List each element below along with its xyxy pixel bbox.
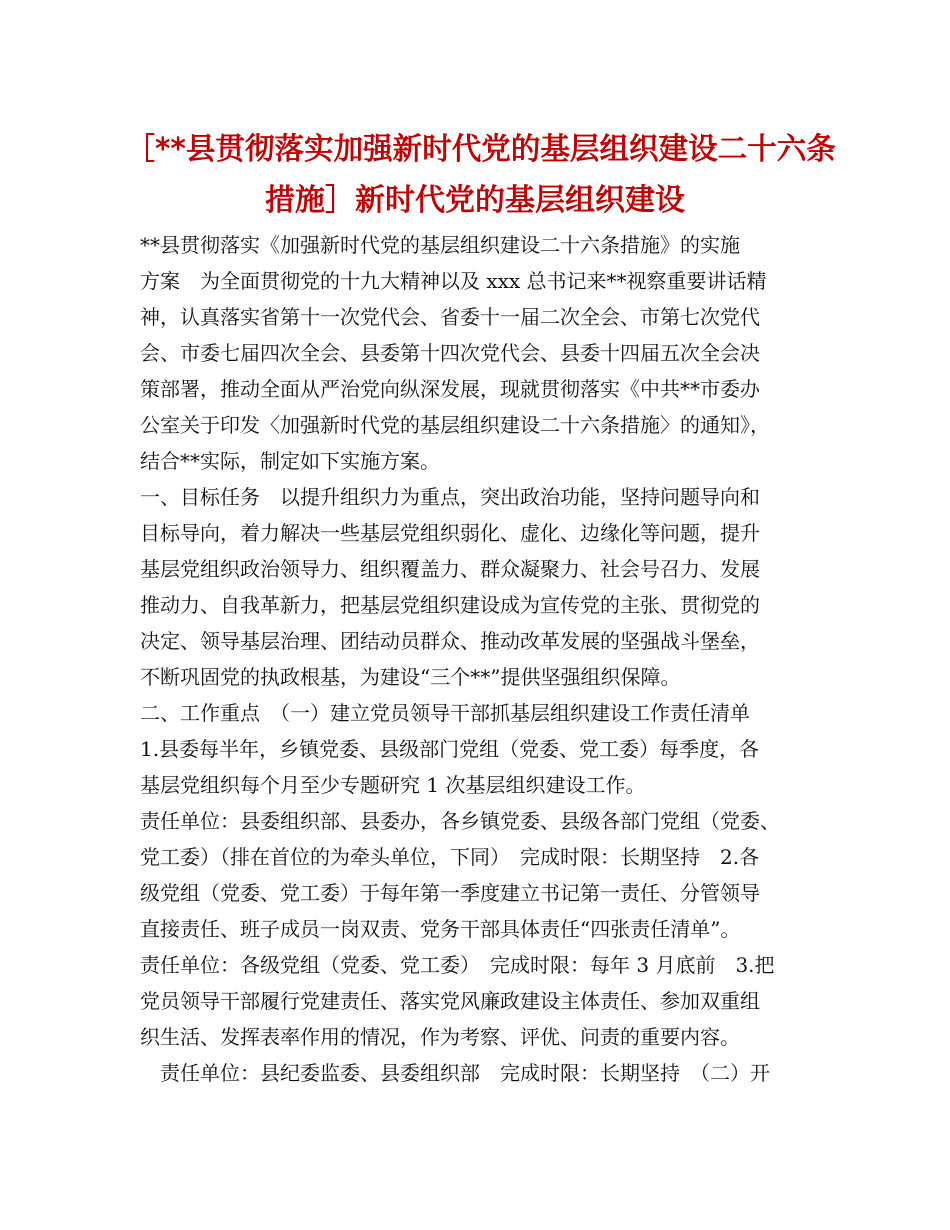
body-line: 不断巩固党的执政根基，为建设“三个**”提供坚强组织保障。 (140, 665, 681, 689)
body-line: 公室关于印发〈加强新时代党的基层组织建设二十六条措施〉的通知》， (140, 413, 770, 437)
body-line: 党员领导干部履行党建责任、落实党风廉政建设主体责任、参加双重组 (140, 989, 760, 1013)
document-title-line-1: ［**县贯彻落实加强新时代党的基层组织建设二十六条 (125, 132, 836, 167)
body-line: 基层党组织政治领导力、组织覆盖力、群众凝聚力、社会号召力、发展 (140, 557, 760, 581)
body-line: 策部署，推动全面从严治党向纵深发展，现就贯彻落实《中共**市委办 (140, 377, 760, 401)
body-line: 级党组（党委、党工委）于每年第一季度建立书记第一责任、分管领导 (140, 881, 760, 905)
document-title-line-2: 措施］新时代党的基层组织建设 (265, 183, 685, 218)
body-line: 直接责任、班子成员一岗双责、党务干部具体责任“四张责任清单”。 (140, 917, 741, 941)
body-line: 基层党组织每个月至少专题研究 1 次基层组织建设工作。 (140, 773, 646, 797)
body-line: 一、目标任务 以提升组织力为重点，突出政治功能，坚持问题导向和 (140, 485, 760, 509)
body-line: 推动力、自我革新力，把基层党组织建设成为宣传党的主张、贯彻党的 (140, 593, 760, 617)
body-line: 责任单位：县委组织部、县委办，各乡镇党委、县级各部门党组（党委、 (140, 809, 780, 833)
body-line: **县贯彻落实《加强新时代党的基层组织建设二十六条措施》的实施 (140, 233, 740, 257)
body-line: 1.县委每半年，乡镇党委、县级部门党组（党委、党工委）每季度，各 (140, 737, 760, 761)
body-line: 目标导向，着力解决一些基层党组织弱化、虚化、边缘化等问题，提升 (140, 521, 760, 545)
body-line: 决定、领导基层治理、团结动员群众、推动改革发展的坚强战斗堡垒， (140, 629, 760, 653)
body-line: 神，认真落实省第十一次党代会、省委十一届二次全会、市第七次党代 (140, 305, 760, 329)
body-line: 二、工作重点 （一）建立党员领导干部抓基层组织建设工作责任清单 (140, 701, 750, 725)
body-line: 责任单位：县纪委监委、县委组织部 完成时限：长期坚持 （二）开 (140, 1061, 770, 1085)
body-line: 织生活、发挥表率作用的情况，作为考察、评优、问责的重要内容。 (140, 1025, 740, 1049)
body-line: 方案 为全面贯彻党的十九大精神以及 xxx 总书记来**视察重要讲话精 (140, 269, 767, 293)
body-line: 党工委）（排在首位的为牵头单位，下同） 完成时限：长期坚持 2.各 (140, 845, 760, 869)
body-line: 责任单位：各级党组（党委、党工委） 完成时限：每年 3 月底前 3.把 (140, 953, 775, 977)
body-line: 会、市委七届四次全会、县委第十四次党代会、县委十四届五次全会决 (140, 341, 760, 365)
body-line: 结合**实际，制定如下实施方案。 (140, 449, 440, 473)
